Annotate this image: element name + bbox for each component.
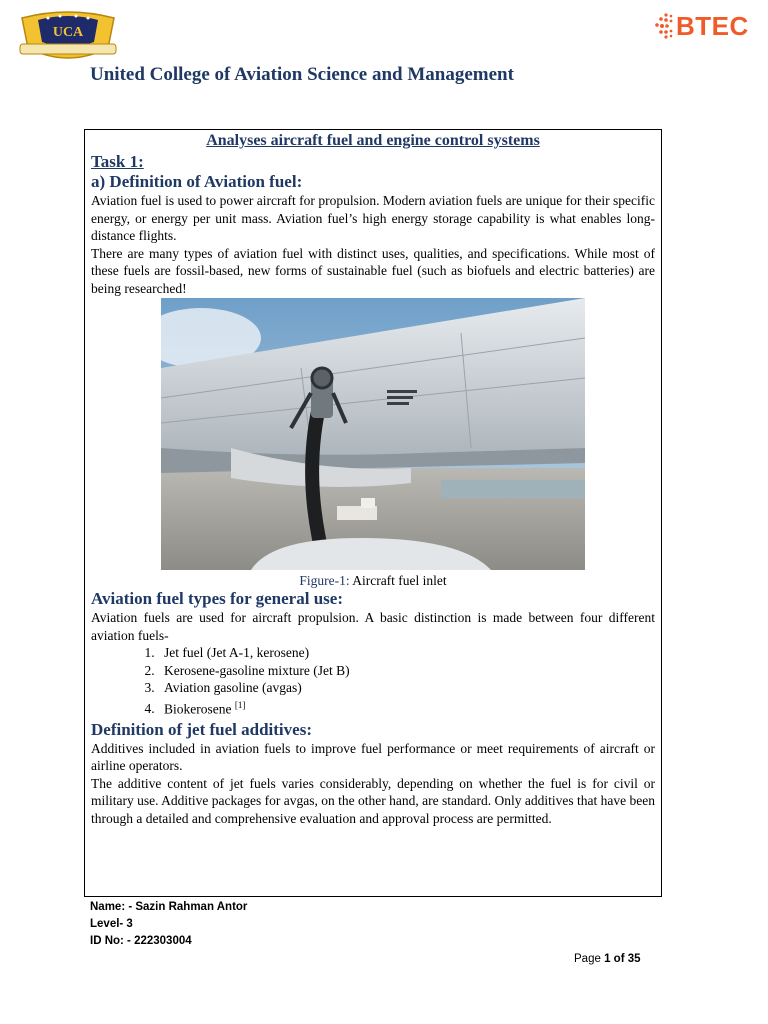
task-heading: Task 1: xyxy=(91,152,144,171)
student-info xyxy=(90,899,247,950)
page-number xyxy=(574,953,641,965)
paragraph-additives-definition: Additives included in aviation fuels to improve fuel performance or meet requirements of aircraft or airline operators. xyxy=(91,740,655,773)
section-additives-heading: Definition of jet fuel additives: xyxy=(91,719,312,739)
svg-text:UCA: UCA xyxy=(52,25,84,40)
paragraph-fuel-definition: Aviation fuel is used to power aircraft for propulsion. Modern aviation fuels are unique for their specific energy, or energy per unit mass. Aviation fuel’s high energy storage capability is what enables long-distance flights. xyxy=(91,193,655,243)
student-level: Level- 3 xyxy=(90,918,133,930)
figure-label: Figure-1: xyxy=(299,573,350,588)
college-logo xyxy=(16,8,120,64)
btec-dots-icon xyxy=(652,12,674,40)
student-id: ID No: - 222303004 xyxy=(90,935,192,947)
list-item: 2. Kerosene-gasoline mixture (Jet B) xyxy=(158,662,655,680)
document-title: Analyses aircraft fuel and engine control systems xyxy=(206,132,540,149)
aircraft-fuel-inlet-photo xyxy=(161,298,585,570)
figure-caption xyxy=(91,572,655,589)
content-frame xyxy=(84,129,662,897)
figure-caption-text: Aircraft fuel inlet xyxy=(349,573,447,588)
paragraph-additives-detail: The additive content of jet fuels varies considerably, depending on whether the fuel is for civil or military use. Additive packages for avgas, on the other hand, are standard. Only additives that have been through a detailed and comprehensive evaluation and approval process are permitted. xyxy=(91,775,655,826)
list-item-text: Biokerosene xyxy=(164,701,232,716)
paragraph-fuel-types-intro: There are many types of aviation fuel with distinct uses, qualities, and specifications. While most of these fuels are fossil-based, new forms of sustainable fuel (such as biofuels and electric batteries) are being researched! xyxy=(91,245,655,296)
page-word: Page xyxy=(574,953,605,965)
section-fuel-types-heading: Aviation fuel types for general use: xyxy=(91,589,343,608)
page-current: 1 xyxy=(604,953,611,965)
page-total: 35 xyxy=(627,953,641,965)
paragraph-fuel-types: Aviation fuels are used for aircraft propulsion. A basic distinction is made between four different aviation fuels- xyxy=(91,610,655,643)
list-item: 1. Jet fuel (Jet A-1, kerosene) xyxy=(158,644,655,662)
section-definition-heading: a) Definition of Aviation fuel: xyxy=(91,172,303,191)
student-name: Name: - Sazin Rahman Antor xyxy=(90,901,248,913)
list-item xyxy=(158,697,655,718)
college-name: United College of Aviation Science and Management xyxy=(90,64,514,85)
fuel-types-list xyxy=(91,644,655,718)
btec-logo xyxy=(652,8,749,44)
btec-wordmark: BTEC xyxy=(676,10,749,41)
page-of: of xyxy=(610,953,628,965)
reference-marker: [1] xyxy=(234,699,246,710)
list-item: 3. Aviation gasoline (avgas) xyxy=(158,679,655,697)
